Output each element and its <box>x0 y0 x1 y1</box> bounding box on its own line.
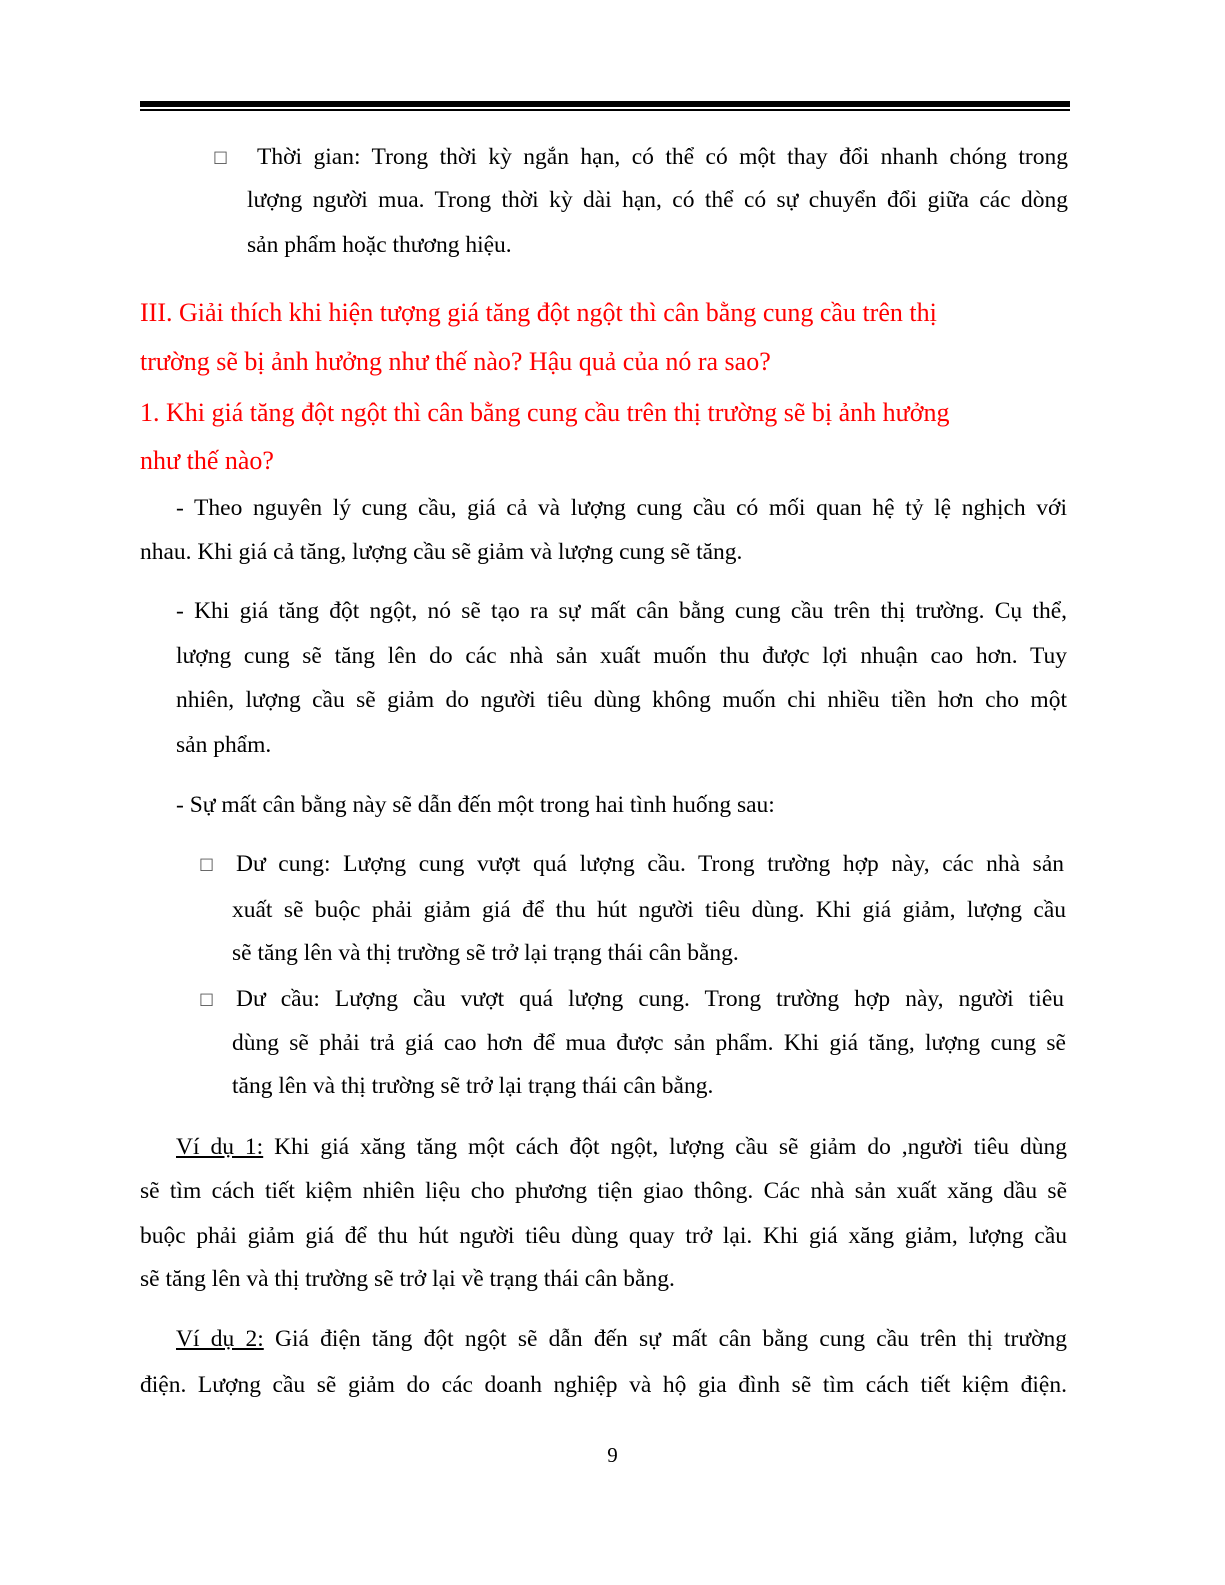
bullet-icon: □ <box>213 147 229 166</box>
para2-line-2: lượng cung sẽ tăng lên do các nhà sản xuất muốn thu được lợi nhuận cao hơn. Tuy <box>176 643 1067 669</box>
time-bullet-line-2: lượng người mua. Trong thời kỳ dài hạn, có thể có sự chuyển đổi giữa các dòng <box>247 187 1068 213</box>
para2-line-1: - Khi giá tăng đột ngột, nó sẽ tạo ra sự mất cân bằng cung cầu trên thị trường. Cụ thể, <box>176 598 1067 624</box>
para2-line-3: nhiên, lượng cầu sẽ giảm do người tiêu dùng không muốn chi nhiều tiền hơn cho một <box>176 687 1067 713</box>
time-bullet-line-3: sản phẩm hoặc thương hiệu. <box>247 232 512 258</box>
example2-line-1-text: Giá điện tăng đột ngột sẽ dẫn đến sự mất cân bằng cung cầu trên thị trường <box>263 1326 1067 1352</box>
section-heading-line-2: trường sẽ bị ảnh hưởng như thế nào? Hậu quả của nó ra sao? <box>140 347 771 376</box>
example2-line-2: điện. Lượng cầu sẽ giảm do các doanh nghiệp và hộ gia đình sẽ tìm cách tiết kiệm điện. <box>140 1372 1067 1398</box>
example1-line-1-text: Khi giá xăng tăng một cách đột ngột, lượng cầu sẽ giảm do ,người tiêu dùng <box>263 1134 1067 1160</box>
example1-line-4: sẽ tăng lên và thị trường sẽ trở lại về trạng thái cân bằng. <box>140 1266 675 1292</box>
bullet-icon: □ <box>199 989 215 1008</box>
shortage-line-1: Dư cầu: Lượng cầu vượt quá lượng cung. Trong trường hợp này, người tiêu <box>236 986 1064 1012</box>
para1-line-2: nhau. Khi giá cả tăng, lượng cầu sẽ giảm và lượng cung sẽ tăng. <box>140 539 743 565</box>
example1-label: Ví dụ 1: <box>176 1134 264 1160</box>
subheading-line-1: 1. Khi giá tăng đột ngột thì cân bằng cung cầu trên thị trường sẽ bị ảnh hưởng <box>140 398 950 427</box>
surplus-line-3: sẽ tăng lên và thị trường sẽ trở lại trạng thái cân bằng. <box>232 940 739 966</box>
para2-line-4: sản phẩm. <box>176 732 272 758</box>
time-bullet-line-1: Thời gian: Trong thời kỳ ngắn hạn, có thể có một thay đổi nhanh chóng trong <box>257 144 1068 170</box>
bullet-icon: □ <box>199 854 215 873</box>
header-rule-thick <box>140 101 1070 107</box>
header-rule-thin <box>140 109 1070 111</box>
example1-line-1 <box>176 1132 1067 1162</box>
section-heading-line-1: III. Giải thích khi hiện tượng giá tăng đột ngột thì cân bằng cung cầu trên thị <box>140 298 937 327</box>
para3-line: - Sự mất cân bằng này sẽ dẫn đến một trong hai tình huống sau: <box>176 792 775 818</box>
surplus-line-1: Dư cung: Lượng cung vượt quá lượng cầu. Trong trường hợp này, các nhà sản <box>236 851 1064 877</box>
surplus-line-2: xuất sẽ buộc phải giảm giá để thu hút người tiêu dùng. Khi giá giảm, lượng cầu <box>232 897 1066 923</box>
subheading-line-2: như thế nào? <box>140 446 274 475</box>
header-rule <box>140 101 1070 111</box>
example2-label: Ví dụ 2: <box>176 1326 264 1352</box>
example1-line-3: buộc phải giảm giá để thu hút người tiêu dùng quay trở lại. Khi giá xăng giảm, lượng cầu <box>140 1223 1067 1249</box>
shortage-line-3: tăng lên và thị trường sẽ trở lại trạng thái cân bằng. <box>232 1073 714 1099</box>
para1-line-1: - Theo nguyên lý cung cầu, giá cả và lượng cung cầu có mối quan hệ tỷ lệ nghịch với <box>176 495 1067 521</box>
example2-line-1 <box>176 1324 1067 1354</box>
example1-line-2: sẽ tìm cách tiết kiệm nhiên liệu cho phương tiện giao thông. Các nhà sản xuất xăng dầu sẽ <box>140 1178 1067 1204</box>
page-number: 9 <box>607 1443 618 1467</box>
shortage-line-2: dùng sẽ phải trả giá cao hơn để mua được sản phẩm. Khi giá tăng, lượng cung sẽ <box>232 1030 1066 1056</box>
